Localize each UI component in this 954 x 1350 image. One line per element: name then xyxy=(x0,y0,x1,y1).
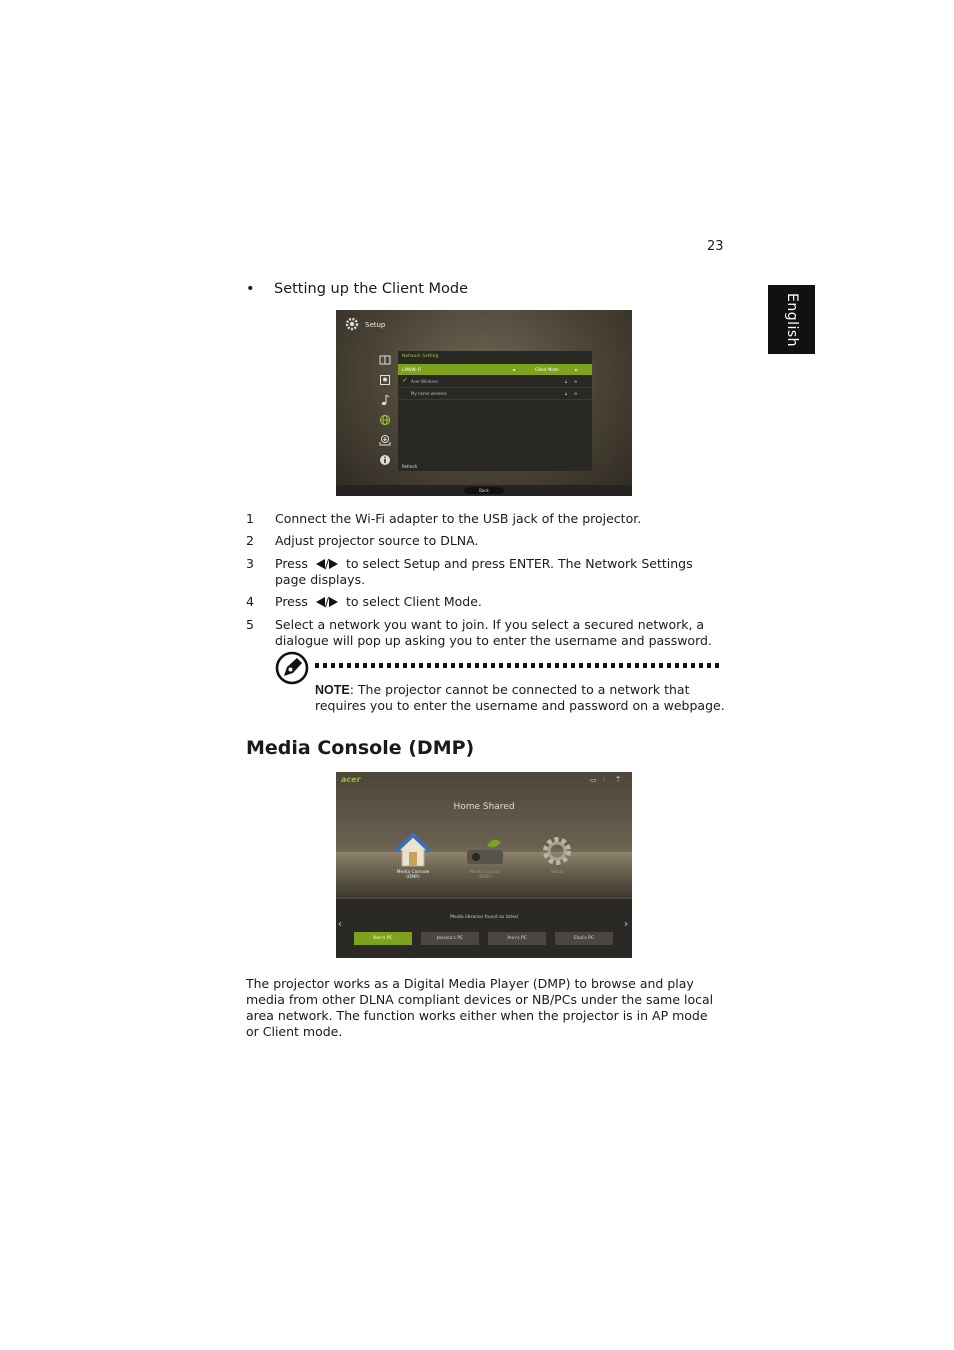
left-arrow-icon xyxy=(316,559,325,569)
bullet-heading xyxy=(246,281,468,297)
bullet-symbol: • xyxy=(246,281,255,297)
chevron-right-icon[interactable]: › xyxy=(624,919,628,930)
media-library-bar xyxy=(336,899,632,958)
step-text-post: to select Setup and press ENTER. The Network Settings page displays. xyxy=(275,556,693,587)
step-number: 4 xyxy=(246,594,254,609)
step-text: Select a network you want to join. If you select a secured network, a dialogue will pop up asking you to enter the username and password. xyxy=(275,617,712,648)
note-body: : The projector cannot be connected to a network that requires you to enter the username and password on a webpage. xyxy=(315,682,725,713)
arrow-separator: / xyxy=(324,594,330,609)
app-sub: (DMP) xyxy=(406,875,420,880)
home-shared-title: Home Shared xyxy=(453,802,515,812)
step-number: 5 xyxy=(246,617,254,632)
chevron-left-icon[interactable]: ‹ xyxy=(338,919,342,930)
bottom-bar xyxy=(336,485,632,496)
step-text xyxy=(275,594,725,610)
lock-icon: 🔒︎ xyxy=(565,391,568,396)
arrow-right-icon[interactable]: ► xyxy=(575,367,579,372)
arrow-separator: / xyxy=(324,556,330,571)
app-label: Media Console xyxy=(396,870,430,875)
setup-screenshot xyxy=(336,310,632,496)
refresh-button[interactable]: Refresh xyxy=(402,464,418,469)
section-title: Media Console (DMP) xyxy=(246,737,475,759)
step-text-pre: Press xyxy=(275,594,308,609)
media-console-screenshot xyxy=(336,772,632,958)
pc-button[interactable]: Jessica's PC xyxy=(421,932,479,945)
left-arrow-icon xyxy=(316,597,325,607)
app-label: Media Display xyxy=(469,870,501,875)
photo-icon xyxy=(379,374,391,386)
lan-wifi-row[interactable] xyxy=(398,364,592,375)
download-icon xyxy=(379,434,391,446)
lan-wifi-label: LAN/Wi-Fi xyxy=(402,367,421,372)
pc-button[interactable]: Elsa's PC xyxy=(555,932,613,945)
acer-logo: acer xyxy=(341,775,361,784)
note-label: NOTE xyxy=(315,683,350,697)
language-tab xyxy=(768,285,815,354)
note-pen-icon xyxy=(275,651,309,685)
step-number: 1 xyxy=(246,511,254,526)
back-button[interactable]: Back xyxy=(464,487,504,494)
music-icon xyxy=(379,394,391,406)
step-text: Connect the Wi-Fi adapter to the USB jack of the projector. xyxy=(275,511,642,526)
step-number: 3 xyxy=(246,556,254,571)
gear-icon xyxy=(344,316,360,332)
gear-icon xyxy=(538,832,576,870)
bullet-heading-text: Setting up the Client Mode xyxy=(274,281,469,297)
media-display-app[interactable] xyxy=(457,832,513,880)
monitor-icon: ▭ xyxy=(590,776,597,784)
network-row[interactable] xyxy=(398,388,592,400)
step-text: Adjust projector source to DLNA. xyxy=(275,533,479,548)
right-arrow-icon xyxy=(329,559,338,569)
arrow-left-icon[interactable]: ◄ xyxy=(512,367,516,372)
language-tab-label: English xyxy=(783,292,800,347)
client-mode-value: Client Mode xyxy=(535,367,559,372)
note-divider xyxy=(315,663,723,668)
setup-app[interactable] xyxy=(529,832,585,875)
network-globe-icon[interactable] xyxy=(379,414,391,426)
step-text-pre: Press xyxy=(275,556,308,571)
wifi-signal-icon: ≋ xyxy=(574,379,578,384)
step-number: 2 xyxy=(246,533,254,548)
network-name: My home wireless xyxy=(411,391,447,396)
setup-header-label: Setup xyxy=(365,321,386,329)
panel-title: Network Setting xyxy=(402,354,439,359)
lock-icon: 🔒︎ xyxy=(565,379,568,384)
body-paragraph: The projector works as a Digital Media Player (DMP) to browse and play media from other DLNA compliant devices or NB/PCs under the same local area network. The function works either when the projector is in AP mode or Client mode. xyxy=(246,976,714,1039)
wifi-signal-icon: ≋ xyxy=(574,391,578,396)
step-text-post: to select Client Mode. xyxy=(346,594,482,609)
app-label: Setup xyxy=(550,870,564,875)
note-text xyxy=(315,682,725,714)
pc-button[interactable]: Ann's PC xyxy=(488,932,546,945)
page-number: 23 xyxy=(707,239,724,254)
app-sub: (DMR) xyxy=(478,875,492,880)
picture-icon xyxy=(379,354,391,366)
antenna-icon: ⍑ xyxy=(616,776,621,784)
usb-icon: ⫶ xyxy=(603,776,605,784)
network-name: Acer Wireless xyxy=(411,379,438,384)
pc-button[interactable]: Ken's PC xyxy=(354,932,412,945)
step-text xyxy=(275,556,725,588)
network-row[interactable] xyxy=(398,376,592,388)
house-icon xyxy=(393,832,433,870)
right-arrow-icon xyxy=(329,597,338,607)
checkmark-icon: ✓ xyxy=(402,376,408,384)
projector-icon xyxy=(463,832,507,870)
info-icon xyxy=(379,454,391,466)
network-setting-panel xyxy=(398,351,592,471)
media-console-app[interactable] xyxy=(385,832,441,880)
libraries-caption: Media libraries found as listed xyxy=(450,915,518,920)
